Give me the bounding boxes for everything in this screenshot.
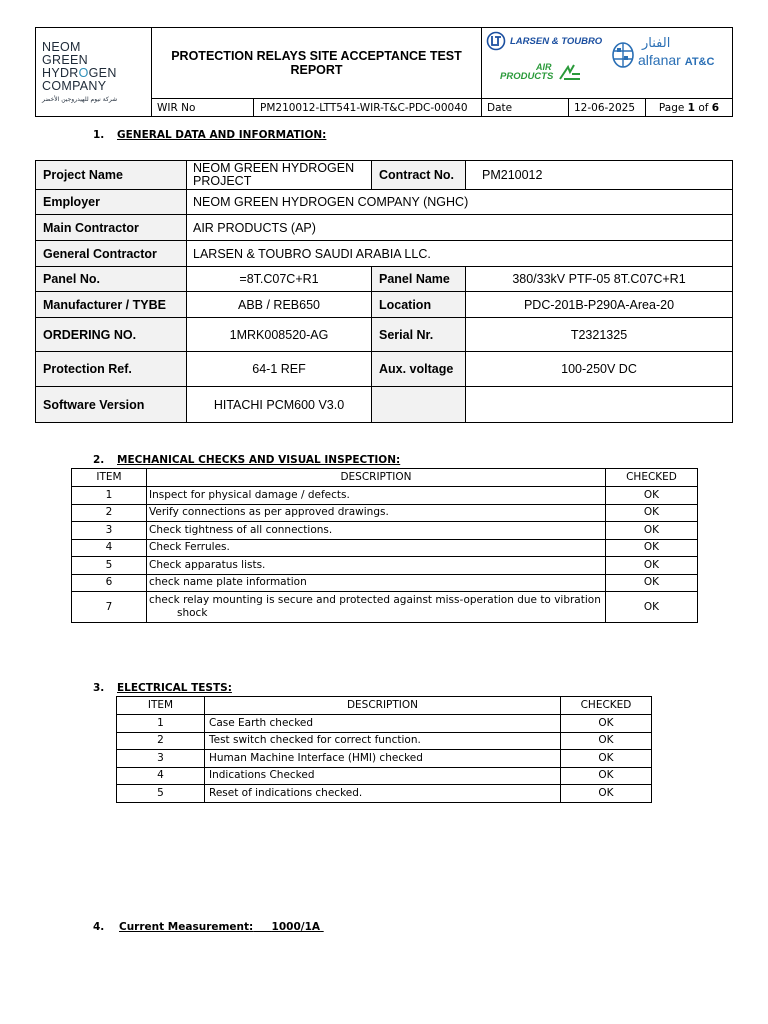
item-checked: OK [606,592,698,623]
item-description: Case Earth checked [205,715,561,733]
mechanical-checks-table [71,468,698,623]
employer-label: Employer [36,190,187,215]
general-contractor-value: LARSEN & TOUBRO SAUDI ARABIA LLC. [187,241,733,267]
air-logo-text-2: PRODUCTS [500,71,554,82]
table-row [117,732,652,750]
panel-name-value: 380/33kV PTF-05 8T.C07C+R1 [466,267,733,292]
alfanar-globe-icon [612,42,634,68]
section-1-heading: 1. GENERAL DATA AND INFORMATION: [93,129,327,141]
contractor-logos-cell [482,28,733,99]
contract-no-value: PM210012 [466,161,733,190]
table-row [72,592,698,623]
date-value: 12-06-2025 [569,99,646,117]
ordering-no-value: 1MRK008520-AG [187,318,372,352]
table-row [72,522,698,540]
main-contractor-label: Main Contractor [36,215,187,241]
item-number: 3 [117,750,205,768]
neom-arabic-name: شركة نيوم للهيدروجين الأخضر [42,96,118,103]
electrical-tests-table [116,696,652,803]
item-checked: OK [606,539,698,557]
item-number: 5 [72,557,147,575]
table-header-row [117,697,652,715]
lt-emblem-icon [486,31,506,51]
item-checked: OK [561,750,652,768]
item-checked: OK [561,785,652,803]
table-header-row [72,469,698,487]
section-3-heading: 3. ELECTRICAL TESTS: [93,682,232,694]
protection-ref-label: Protection Ref. [36,352,187,387]
empty-label-cell [372,387,466,423]
panel-no-value: =8T.C07C+R1 [187,267,372,292]
section-4-heading: 4. Current Measurement: 1000/1A [93,921,321,933]
page-indicator: Page 1 of 6 [646,99,733,117]
table-row [117,767,652,785]
air-products-logo [500,62,584,84]
employer-value: NEOM GREEN HYDROGEN COMPANY (NGHC) [187,190,733,215]
item-description: Reset of indications checked. [205,785,561,803]
manufacturer-value: ABB / REB650 [187,292,372,318]
item-description: Check apparatus lists. [147,557,606,575]
item-checked: OK [606,574,698,592]
item-checked: OK [606,557,698,575]
column-header-description: DESCRIPTION [147,469,606,487]
item-number: 7 [72,592,147,623]
item-number: 2 [72,504,147,522]
lt-logo [486,31,602,51]
item-description: Check tightness of all connections. [147,522,606,540]
item-number: 6 [72,574,147,592]
column-header-checked: CHECKED [561,697,652,715]
item-number: 1 [72,487,147,505]
item-description: Inspect for physical damage / defects. [147,487,606,505]
item-description-line-2: shock [177,607,208,619]
project-name-label: Project Name [36,161,187,190]
item-description: Verify connections as per approved drawings. [147,504,606,522]
column-header-checked: CHECKED [606,469,698,487]
neom-logo-cell [36,28,152,117]
section-2-heading: 2. MECHANICAL CHECKS AND VISUAL INSPECTION: [93,454,401,466]
location-value: PDC-201B-P290A-Area-20 [466,292,733,318]
current-measurement-ratio: 1000/1A [271,921,321,933]
table-row [117,785,652,803]
alfanar-logo [612,36,732,76]
alfanar-latin-text: alfanar AT&C [638,52,715,68]
location-label: Location [372,292,466,318]
item-number: 1 [117,715,205,733]
date-label-cell: Date [482,99,569,117]
general-data-table [35,160,733,423]
table-row [72,487,698,505]
item-description-line-1: check relay mounting is secure and protected against miss-operation due to vibration [149,594,601,606]
table-row [72,539,698,557]
manufacturer-label: Manufacturer / TYBE [36,292,187,318]
panel-no-label: Panel No. [36,267,187,292]
item-number: 2 [117,732,205,750]
table-row [117,715,652,733]
neom-logo: NEOM GREEN HYDROGEN COMPANY [42,40,117,93]
alfanar-arabic-text: الفنار [642,36,671,51]
panel-name-label: Panel Name [372,267,466,292]
item-number: 3 [72,522,147,540]
table-row [72,557,698,575]
serial-nr-value: T2321325 [466,318,733,352]
empty-value-cell [466,387,733,423]
item-description: Human Machine Interface (HMI) checked [205,750,561,768]
item-checked: OK [561,732,652,750]
item-checked: OK [561,715,652,733]
item-checked: OK [606,487,698,505]
item-checked: OK [606,522,698,540]
contract-no-label: Contract No. [372,161,466,190]
column-header-item: ITEM [72,469,147,487]
item-description: Indications Checked [205,767,561,785]
item-description: Check Ferrules. [147,539,606,557]
column-header-item: ITEM [117,697,205,715]
air-products-mark-icon [558,63,582,81]
general-contractor-label: General Contractor [36,241,187,267]
item-description [147,592,606,623]
item-number: 4 [72,539,147,557]
document-header [35,27,733,117]
item-number: 5 [117,785,205,803]
table-row [117,750,652,768]
serial-nr-label: Serial Nr. [372,318,466,352]
item-checked: OK [561,767,652,785]
table-row [72,504,698,522]
aux-voltage-value: 100-250V DC [466,352,733,387]
wir-label-cell: WIR No [152,99,254,117]
item-checked: OK [606,504,698,522]
item-description: Test switch checked for correct function. [205,732,561,750]
wir-number: PM210012-LTT541-WIR-T&C-PDC-00040 [254,99,482,117]
software-version-label: Software Version [36,387,187,423]
lt-logo-text: LARSEN & TOUBRO [510,35,603,47]
air-logo-text-1: AIR [536,62,552,72]
neom-o-mark: O [78,66,89,80]
protection-ref-value: 64-1 REF [187,352,372,387]
aux-voltage-label: Aux. voltage [372,352,466,387]
ordering-no-label: ORDERING NO. [36,318,187,352]
column-header-description: DESCRIPTION [205,697,561,715]
project-name-value: NEOM GREEN HYDROGEN PROJECT [187,161,372,190]
software-version-value: HITACHI PCM600 V3.0 [187,387,372,423]
item-description: check name plate information [147,574,606,592]
report-title: PROTECTION RELAYS SITE ACCEPTANCE TEST REPORT [152,28,482,99]
item-number: 4 [117,767,205,785]
main-contractor-value: AIR PRODUCTS (AP) [187,215,733,241]
table-row [72,574,698,592]
